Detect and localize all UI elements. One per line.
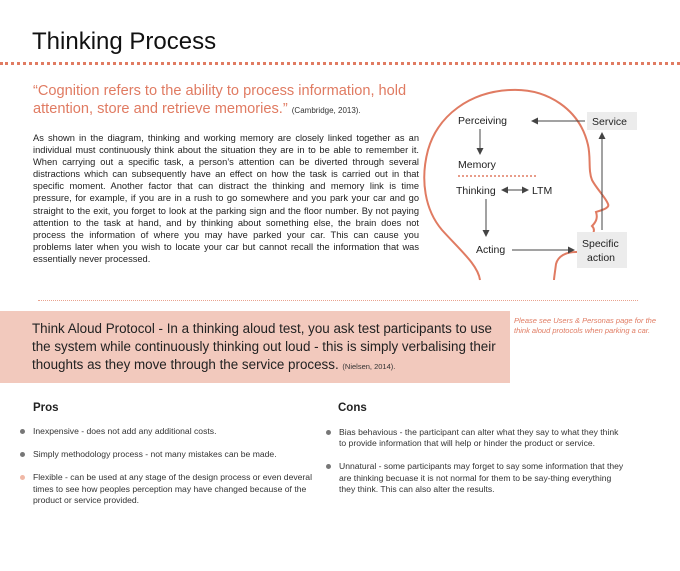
- acting-label: Acting: [476, 244, 506, 256]
- list-item: Flexible - can be used at any stage of the design process or even deveral times to see how peoples perception may have changed because of the product or service provided.: [20, 472, 320, 506]
- body-paragraph: As shown in the diagram, thinking and working memory are closely linked together as an individual must continuously think about the situation they are in to be able to remember it. When carrying out a specific task, a person’s attention can be diverted through several distractions which can subsequently have an effect on how the task is carried out in that specific moment. Another factor that can distract the thinking and memory link is time pressure, for example, if you are in a rush to go somewhere and you park your car and go straight to the exit, you forget to look at the parking sign and the floor number. By not paying attention to the task at hand, and by thinking about something else, the brain does not process the information of where you may have parked your car. This can cause you problems later when you wish to locate your car but cannot recall the information that was essentially never processed.: [33, 133, 419, 264]
- side-note: Please see Users & Personas page for the think aloud protocols when parking a car.: [514, 316, 656, 335]
- list-item: Unnatural - some participants may forget to say some information that they are thinking becuase it is not normal for them to be say-thing everything they think. This can also alter the results.: [326, 461, 626, 495]
- list-item: Inexpensive - does not add any additional costs.: [20, 426, 320, 437]
- pros-heading: Pros: [33, 402, 59, 414]
- thinking-process-diagram: [420, 80, 670, 290]
- title-divider: [0, 62, 680, 65]
- memory-label: Memory: [458, 159, 496, 171]
- bullet-icon: [20, 429, 25, 434]
- think-aloud-text: [32, 320, 502, 376]
- bullet-icon: [326, 464, 331, 469]
- pros-list: [20, 426, 320, 518]
- cons-heading: Cons: [338, 402, 367, 414]
- perceiving-label: Perceiving: [458, 115, 508, 127]
- action-label: action: [587, 252, 616, 264]
- think-aloud-description: Think Aloud Protocol - In a thinking aloud test, you ask test participants to use the system while continuously thinking out loud - this is simply verbalising their thoughts as they move through the service process.: [32, 321, 496, 372]
- ltm-label: LTM: [532, 185, 553, 197]
- think-aloud-citation: (Nielsen, 2014).: [342, 362, 396, 371]
- bullet-icon: [326, 430, 331, 435]
- bullet-icon: [20, 475, 25, 480]
- page-title: Thinking Process: [32, 28, 217, 55]
- thinking-label: Thinking: [456, 185, 496, 197]
- specific-label: Specific: [582, 238, 619, 250]
- list-item: Simply methodology process - not many mistakes can be made.: [20, 449, 320, 460]
- service-label: Service: [592, 116, 628, 128]
- list-item: Bias behavious - the participant can alter what they say to what they think to provide information that will help or hinder the product or service.: [326, 427, 626, 449]
- cons-list: [326, 427, 626, 507]
- quote-citation: (Cambridge, 2013).: [291, 106, 361, 115]
- bullet-icon: [20, 452, 25, 457]
- section-divider: [38, 300, 638, 301]
- cognition-quote: [33, 82, 418, 120]
- quote-text: “Cognition refers to the ability to process information, hold attention, store and retrieve memories.”: [33, 83, 407, 117]
